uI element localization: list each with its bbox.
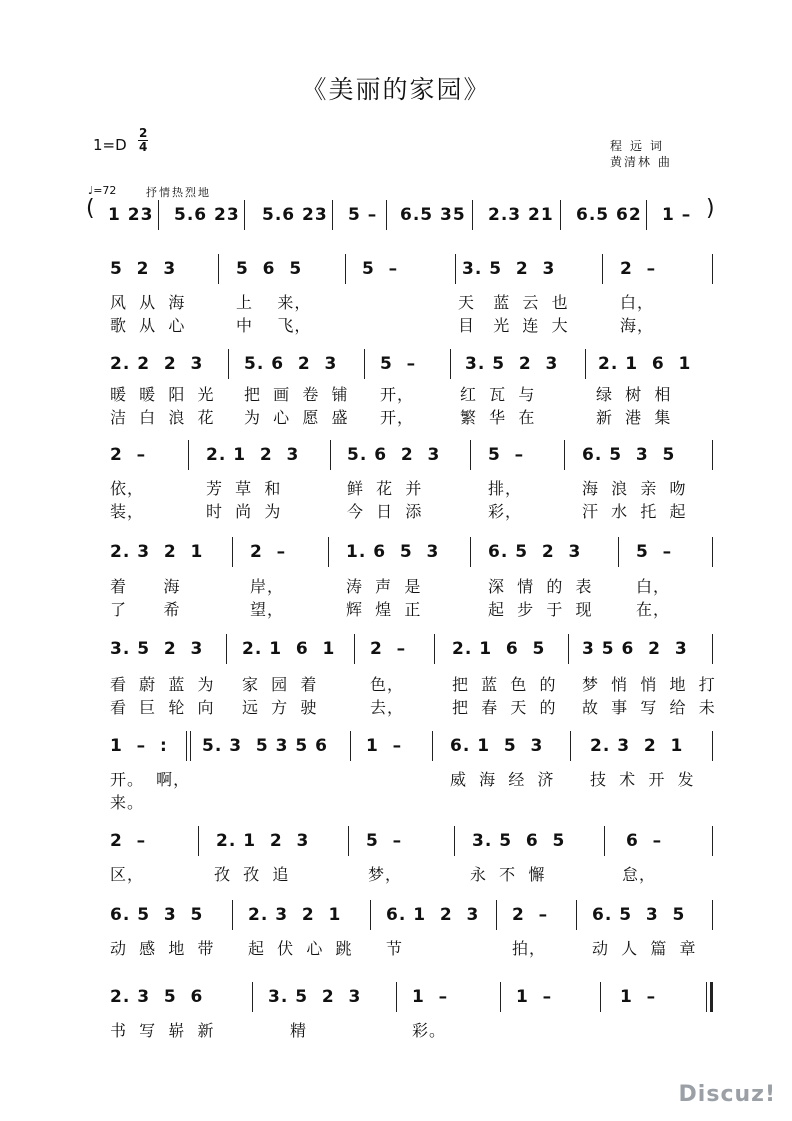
- lyric-verse-1: [0, 1018, 792, 1038]
- lyric-verse-2: [0, 597, 792, 617]
- barline: [328, 537, 329, 567]
- barline: [228, 349, 229, 379]
- barline: [158, 200, 159, 230]
- staff-row-3: [0, 440, 792, 470]
- lyric-segment: 远 方 驶: [242, 698, 318, 717]
- lyric-segment: 精: [290, 1021, 308, 1040]
- barline: [712, 731, 713, 761]
- measure: 2. 1 2 3: [206, 445, 300, 465]
- lyric-segment: 起 伏 心 跳: [248, 939, 353, 958]
- lyric-segment: 看 蔚 蓝 为: [110, 675, 215, 694]
- time-sig-denominator: 4: [139, 140, 148, 154]
- barline: [332, 200, 333, 230]
- barline: [712, 537, 713, 567]
- barline: [370, 900, 371, 930]
- barline: [348, 826, 349, 856]
- barline: [432, 731, 433, 761]
- lyric-segment: 怠，: [622, 865, 657, 884]
- lyric-verse-1: [0, 767, 792, 787]
- measure: 2 –: [620, 259, 657, 279]
- barline: [232, 537, 233, 567]
- barline: [618, 537, 619, 567]
- measure: 1 23: [108, 205, 154, 225]
- lyric-segment: 装，: [110, 502, 145, 521]
- measure: 6 –: [626, 831, 663, 851]
- lyric-segment: 梦 悄 悄 地 打: [582, 675, 716, 694]
- barline: [706, 982, 707, 1012]
- lyric-verse-1: [0, 672, 792, 692]
- barline: [450, 349, 451, 379]
- lyric-segment: 今 日 添: [347, 502, 423, 521]
- measure: 2 –: [110, 445, 147, 465]
- measure: 2. 3 2 1: [248, 905, 342, 925]
- lyric-segment: 色，: [370, 675, 405, 694]
- measure: 5 –: [488, 445, 525, 465]
- lyric-segment: 为 心 愿 盛: [244, 408, 349, 427]
- measure: 5 –: [380, 354, 417, 374]
- lyric-verse-1: [0, 382, 792, 402]
- barline: [712, 826, 713, 856]
- measure: 2 –: [110, 831, 147, 851]
- lyric-segment: 动 人 篇 章: [592, 939, 697, 958]
- lyric-segment: 彩。: [412, 1021, 447, 1040]
- lyric-segment: 中 飞，: [236, 316, 312, 335]
- expression-mark: 抒情热烈地: [146, 186, 211, 199]
- staff-row-0: [0, 200, 792, 230]
- lyric-segment: 节: [386, 939, 404, 958]
- barline: [712, 634, 713, 664]
- song-title: 《美丽的家园》: [301, 75, 491, 104]
- time-signature: [138, 127, 148, 154]
- staff-row-8: [0, 900, 792, 930]
- measure: 5 –: [366, 831, 403, 851]
- lyric-segment: 辉 煌 正: [346, 600, 422, 619]
- measure: 1 –: [516, 987, 553, 1007]
- measure: 2. 3 2 1: [590, 736, 684, 756]
- barline: [454, 826, 455, 856]
- lyric-segment: 着 海: [110, 577, 181, 596]
- barline: [560, 200, 561, 230]
- measure: 1. 6 5 3: [346, 542, 440, 562]
- barline: [190, 731, 191, 761]
- lyric-verse-2: [0, 313, 792, 333]
- lyric-verse-2: [0, 695, 792, 715]
- lyric-segment: 区，: [110, 865, 145, 884]
- measure: 5. 3 5 3 5 6: [202, 736, 328, 756]
- barline: [712, 900, 713, 930]
- lyric-segment: 去，: [370, 698, 405, 717]
- lyric-segment: 上 来，: [236, 293, 312, 312]
- lyric-segment: 天 蓝 云 也: [458, 293, 569, 312]
- measure: 2. 2 2 3: [110, 354, 204, 374]
- lyric-segment: 望，: [250, 600, 285, 619]
- lyric-segment: 在，: [636, 600, 671, 619]
- measure: 6.5 62: [576, 205, 642, 225]
- lyric-segment: 目 光 连 大: [458, 316, 569, 335]
- lyric-segment: 动 感 地 带: [110, 939, 215, 958]
- lyric-verse-1: [0, 476, 792, 496]
- measure: 5.6 23: [262, 205, 328, 225]
- lyric-verse-2: [0, 405, 792, 425]
- measure: 3. 5 2 3: [268, 987, 362, 1007]
- measure: 3. 5 6 5: [472, 831, 566, 851]
- lyric-segment: 白，: [620, 293, 655, 312]
- barline: [330, 440, 331, 470]
- final-barline: [710, 982, 713, 1012]
- lyric-verse-1: [0, 936, 792, 956]
- lyric-segment: 深 情 的 表: [488, 577, 593, 596]
- staff-row-2: [0, 349, 792, 379]
- measure: 5.6 23: [174, 205, 240, 225]
- lyric-segment: 涛 声 是: [346, 577, 422, 596]
- measure: 6. 1 2 3: [386, 905, 480, 925]
- barline: [434, 634, 435, 664]
- barline: [386, 200, 387, 230]
- lyric-segment: 开，: [380, 408, 415, 427]
- measure: 1 –: [662, 205, 692, 225]
- lyric-segment: 梦，: [368, 865, 403, 884]
- lyric-verse-1: [0, 290, 792, 310]
- barline: [350, 731, 351, 761]
- barline: [600, 982, 601, 1012]
- measure: 2. 3 5 6: [110, 987, 204, 1007]
- lyric-segment: 开，: [380, 385, 415, 404]
- lyric-verse-2: [0, 790, 792, 810]
- lyric-segment: 暖 暖 阳 光: [110, 385, 215, 404]
- lyric-segment: 开。 啊，: [110, 770, 191, 789]
- lyric-segment: 白，: [636, 577, 671, 596]
- lyric-segment: 起 步 于 现: [488, 600, 593, 619]
- lyric-verse-1: [0, 574, 792, 594]
- lyric-segment: 故 事 写 给 未: [582, 698, 716, 717]
- measure: 3. 5 2 3: [462, 259, 556, 279]
- barline: [470, 440, 471, 470]
- measure: 5 6 5: [236, 259, 303, 279]
- barline: [186, 731, 187, 761]
- lyric-segment: 彩，: [488, 502, 523, 521]
- lyric-segment: 永 不 懈: [470, 865, 546, 884]
- measure: 6. 5 3 5: [110, 905, 204, 925]
- lyric-segment: 红 瓦 与: [460, 385, 536, 404]
- barline: [712, 254, 713, 284]
- measure: 2. 1 6 1: [598, 354, 692, 374]
- measure: 2 –: [250, 542, 287, 562]
- lyric-segment: 拍，: [512, 939, 547, 958]
- barline: [345, 254, 346, 284]
- measure: 2. 1 6 5: [452, 639, 546, 659]
- barline: [455, 254, 456, 284]
- lyric-segment: 海，: [620, 316, 655, 335]
- measure: 3 5 6 2 3: [582, 639, 688, 659]
- barline: [188, 440, 189, 470]
- staff-row-4: [0, 537, 792, 567]
- barline: [396, 982, 397, 1012]
- barline: [564, 440, 565, 470]
- measure: 1 –: [366, 736, 403, 756]
- measure: 5 –: [636, 542, 673, 562]
- measure: 2. 1 6 1: [242, 639, 336, 659]
- barline: [712, 440, 713, 470]
- barline: [646, 200, 647, 230]
- lyric-verse-1: [0, 862, 792, 882]
- lyric-segment: 把 春 天 的: [452, 698, 557, 717]
- measure: 3. 5 2 3: [465, 354, 559, 374]
- lyric-segment: 风 从 海: [110, 293, 186, 312]
- intro-open-paren: (: [86, 196, 95, 221]
- lyric-segment: 鲜 花 并: [347, 479, 423, 498]
- measure: 5 –: [348, 205, 378, 225]
- barline: [472, 200, 473, 230]
- lyric-segment: 孜 孜 追: [214, 865, 290, 884]
- lyric-segment: 把 蓝 色 的: [452, 675, 557, 694]
- barline: [500, 982, 501, 1012]
- barline: [496, 900, 497, 930]
- staff-row-6: [0, 731, 792, 761]
- barline: [226, 634, 227, 664]
- lyric-segment: 把 画 卷 铺: [244, 385, 349, 404]
- lyric-segment: 海 浪 亲 吻: [582, 479, 687, 498]
- barline: [585, 349, 586, 379]
- measure: 1 –: [620, 987, 657, 1007]
- barline: [252, 982, 253, 1012]
- key-signature: 1=D: [93, 136, 127, 154]
- measure: 1 – :: [110, 736, 168, 756]
- barline: [364, 349, 365, 379]
- lyric-segment: 来。: [110, 793, 145, 812]
- lyric-verse-2: [0, 499, 792, 519]
- measure: 2.3 21: [488, 205, 554, 225]
- measure: 5 –: [362, 259, 399, 279]
- barline: [354, 634, 355, 664]
- lyric-segment: 芳 草 和: [206, 479, 282, 498]
- staff-row-5: [0, 634, 792, 664]
- lyric-segment: 繁 华 在: [460, 408, 536, 427]
- barline: [244, 200, 245, 230]
- lyric-segment: 了 希: [110, 600, 181, 619]
- lyric-segment: 绿 树 相: [596, 385, 672, 404]
- staff-row-9: [0, 982, 792, 1012]
- measure: 6. 5 2 3: [488, 542, 582, 562]
- barline: [232, 900, 233, 930]
- lyric-segment: 书 写 崭 新: [110, 1021, 215, 1040]
- lyric-segment: 威 海 经 济: [450, 770, 555, 789]
- measure: 6. 5 3 5: [582, 445, 676, 465]
- barline: [570, 731, 571, 761]
- lyric-segment: 新 港 集: [596, 408, 672, 427]
- tempo-mark: ♩=72: [88, 184, 117, 197]
- lyricist-credit: 程远词: [610, 139, 671, 153]
- measure: 2. 3 2 1: [110, 542, 204, 562]
- lyric-segment: 技 术 开 发: [590, 770, 695, 789]
- lyric-segment: 家 园 着: [242, 675, 318, 694]
- lyric-segment: 依，: [110, 479, 145, 498]
- measure: 2 –: [370, 639, 407, 659]
- barline: [576, 900, 577, 930]
- lyric-segment: 汗 水 托 起: [582, 502, 687, 521]
- measure: 2. 1 2 3: [216, 831, 310, 851]
- lyric-segment: 时 尚 为: [206, 502, 282, 521]
- intro-close-paren: ): [706, 196, 715, 221]
- staff-row-1: [0, 254, 792, 284]
- staff-row-7: [0, 826, 792, 856]
- barline: [568, 634, 569, 664]
- composer-credit: 黄清林 曲: [610, 155, 672, 169]
- lyric-segment: 看 巨 轮 向: [110, 698, 215, 717]
- measure: 3. 5 2 3: [110, 639, 204, 659]
- lyric-segment: 歌 从 心: [110, 316, 186, 335]
- measure: 2 –: [512, 905, 549, 925]
- measure: 1 –: [412, 987, 449, 1007]
- measure: 5 2 3: [110, 259, 177, 279]
- forum-watermark: Discuz!: [678, 1082, 776, 1107]
- measure: 6. 5 3 5: [592, 905, 686, 925]
- lyric-segment: 排，: [488, 479, 523, 498]
- barline: [602, 254, 603, 284]
- barline: [218, 254, 219, 284]
- measure: 6.5 35: [400, 205, 466, 225]
- lyric-segment: 洁 白 浪 花: [110, 408, 215, 427]
- lyric-segment: 岸，: [250, 577, 285, 596]
- barline: [198, 826, 199, 856]
- measure: 5. 6 2 3: [347, 445, 441, 465]
- measure: 6. 1 5 3: [450, 736, 544, 756]
- time-sig-numerator: 2: [139, 126, 148, 140]
- barline: [604, 826, 605, 856]
- measure: 5. 6 2 3: [244, 354, 338, 374]
- barline: [470, 537, 471, 567]
